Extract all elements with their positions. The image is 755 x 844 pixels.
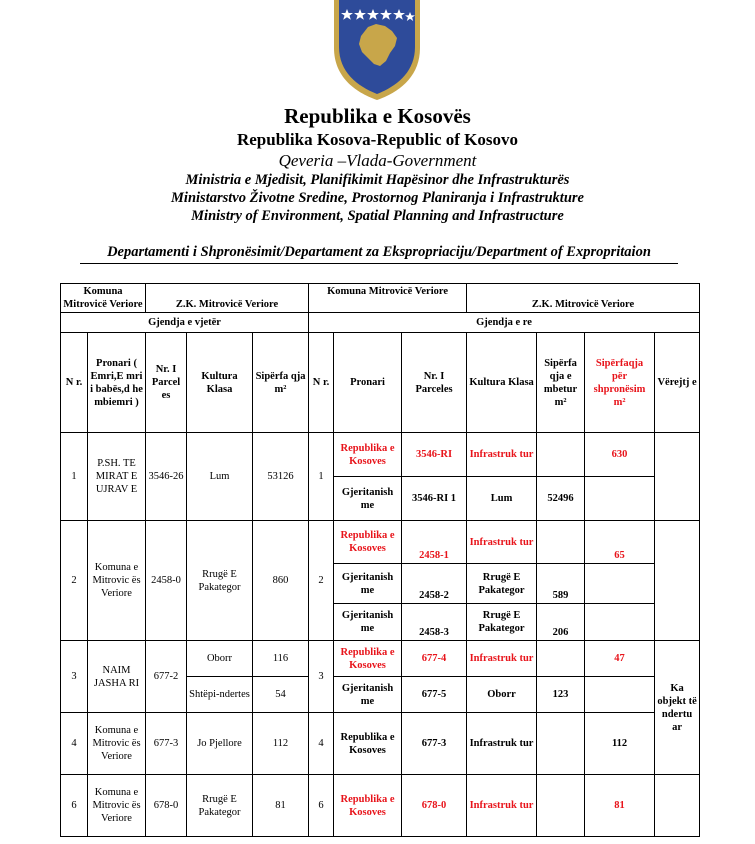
header-area-old: Sipërfa qja m² [253,333,309,433]
row3-b-owner: Gjeritanish me [334,677,402,713]
row2-b-owner: Gjeritanish me [334,564,402,604]
row2-b-culture: Rrugë E Pakategor [467,564,537,604]
row1-nr: 1 [61,433,88,521]
row1-a-parcel: 3546-RI [402,433,467,477]
row3-a-area [537,641,585,677]
row2-a-expr: 65 [585,521,655,564]
row4-parcel: 677-3 [146,713,187,775]
header-culture-old: Kultura Klasa [187,333,253,433]
row3-remark: Ka objekt të ndertu ar [655,641,700,775]
header-parcel-new: Nr. I Parceles [402,333,467,433]
row6-nr-new: 6 [309,775,334,837]
row1-nr-new: 1 [309,433,334,521]
row4-a-expr: 112 [585,713,655,775]
row6-owner: Komuna e Mitrovic ës Veriore [88,775,146,837]
ministry-sq: Ministria e Mjedisit, Planifikimit Hapësinor dhe Infrastrukturës [185,172,570,188]
expropriation-table [60,283,700,837]
row4-culture: Jo Pjellore [187,713,253,775]
row3-b-culture: Oborr [467,677,537,713]
table-header-row [61,333,700,433]
row6-area: 81 [253,775,309,837]
row2-parcel: 2458-0 [146,521,187,641]
table-top-row [61,284,700,313]
row4-owner: Komuna e Mitrovic ës Veriore [88,713,146,775]
row3-a-expr: 47 [585,641,655,677]
row1-a-expr: 630 [585,433,655,477]
row6-parcel: 678-0 [146,775,187,837]
row3-owner: NAIM JASHA RI [88,641,146,713]
row6-a-parcel: 678-0 [402,775,467,837]
row1-b-culture: Lum [467,477,537,521]
row2-c-area: 206 [537,604,585,641]
row3-nr-new: 3 [309,641,334,713]
department-title: Departamenti i Shpronësimit/Departament za Ekspropriaciju/Department of Expropritaion [80,244,678,264]
row3-culture2: Shtëpi-ndertes [187,677,253,713]
header-area-expropriation: Sipërfaqja për shpronësim m² [585,333,655,433]
row3-b-parcel: 677-5 [402,677,467,713]
table-row [61,713,700,775]
row2-b-expr [585,564,655,604]
row1-b-parcel: 3546-RI 1 [402,477,467,521]
row2-c-owner: Gjeritanish me [334,604,402,641]
row4-nr: 4 [61,713,88,775]
row3-b-expr [585,677,655,713]
row2-remark [655,521,700,641]
country-title-sq: Republika e Kosovës [284,104,471,128]
header-owner-old: Pronari ( Emri,E mri i babës,d he mbiemri ) [88,333,146,433]
zk-new: Z.K. Mitrovicë Veriore [467,284,700,313]
kosovo-coat-of-arms [330,0,424,100]
state-new: Gjendja e re [309,313,700,333]
header-parcel-old: Nr. I Parcel es [146,333,187,433]
header-nr-new: N r. [309,333,334,433]
row3-culture1: Oborr [187,641,253,677]
row4-area: 112 [253,713,309,775]
row1-culture: Lum [187,433,253,521]
row2-owner: Komuna e Mitrovic ës Veriore [88,521,146,641]
row2-nr: 2 [61,521,88,641]
header-area-new: Sipërfa qja e mbetur m² [537,333,585,433]
row4-a-parcel: 677-3 [402,713,467,775]
ministry-sr: Ministarstvo Životne Sredine, Prostornog Planiranja i Infrastrukture [171,190,584,206]
row3-a-culture: Infrastruk tur [467,641,537,677]
row6-culture: Rrugë E Pakategor [187,775,253,837]
row3-a-parcel: 677-4 [402,641,467,677]
row3-area1: 116 [253,641,309,677]
row1-area: 53126 [253,433,309,521]
header-owner-new: Pronari [334,333,402,433]
row2-c-culture: Rrugë E Pakategor [467,604,537,641]
row6-nr: 6 [61,775,88,837]
row1-owner: P.SH. TE MIRAT E UJRAV E [88,433,146,521]
row2-a-owner: Republika e Kosoves [334,521,402,564]
row2-c-parcel: 2458-3 [402,604,467,641]
table-row [61,641,700,677]
komuna-old: Komuna Mitrovicë Veriore [61,284,146,313]
row2-a-culture: Infrastruk tur [467,521,537,564]
state-old: Gjendja e vjetër [61,313,309,333]
table-state-row [61,313,700,333]
government-title: Qeveria –Vlada-Government [278,151,477,170]
zk-old: Z.K. Mitrovicë Veriore [146,284,309,313]
country-title-multilingual: Republika Kosova-Republic of Kosovo [236,130,518,149]
row3-parcel: 677-2 [146,641,187,713]
row1-a-culture: Infrastruk tur [467,433,537,477]
header-culture-new: Kultura Klasa [467,333,537,433]
header-nr: N r. [61,333,88,433]
row2-a-area [537,521,585,564]
row3-b-area: 123 [537,677,585,713]
row1-parcel: 3546-26 [146,433,187,521]
row6-remark [655,775,700,837]
row4-a-culture: Infrastruk tur [467,713,537,775]
row3-nr: 3 [61,641,88,713]
row6-a-expr: 81 [585,775,655,837]
row1-b-area: 52496 [537,477,585,521]
row1-remark [655,433,700,521]
row2-a-parcel: 2458-1 [402,521,467,564]
table-row [61,433,700,477]
row2-culture: Rrugë E Pakategor [187,521,253,641]
header-remarks: Vërejtj e [655,333,700,433]
row4-a-area [537,713,585,775]
ministry-en: Ministry of Environment, Spatial Planning and Infrastructure [191,208,564,224]
row6-a-culture: Infrastruk tur [467,775,537,837]
row3-a-owner: Republika e Kosoves [334,641,402,677]
row6-a-owner: Republika e Kosoves [334,775,402,837]
row2-b-area: 589 [537,564,585,604]
row2-nr-new: 2 [309,521,334,641]
row2-c-expr [585,604,655,641]
row4-nr-new: 4 [309,713,334,775]
row2-b-parcel: 2458-2 [402,564,467,604]
row2-area: 860 [253,521,309,641]
komuna-new: Komuna Mitrovicë Veriore [309,284,467,313]
row6-a-area [537,775,585,837]
row1-a-area [537,433,585,477]
table-row [61,775,700,837]
table-row [61,521,700,564]
row3-area2: 54 [253,677,309,713]
row1-b-expr [585,477,655,521]
row1-a-owner: Republika e Kosoves [334,433,402,477]
row1-b-owner: Gjeritanish me [334,477,402,521]
row4-a-owner: Republika e Kosoves [334,713,402,775]
